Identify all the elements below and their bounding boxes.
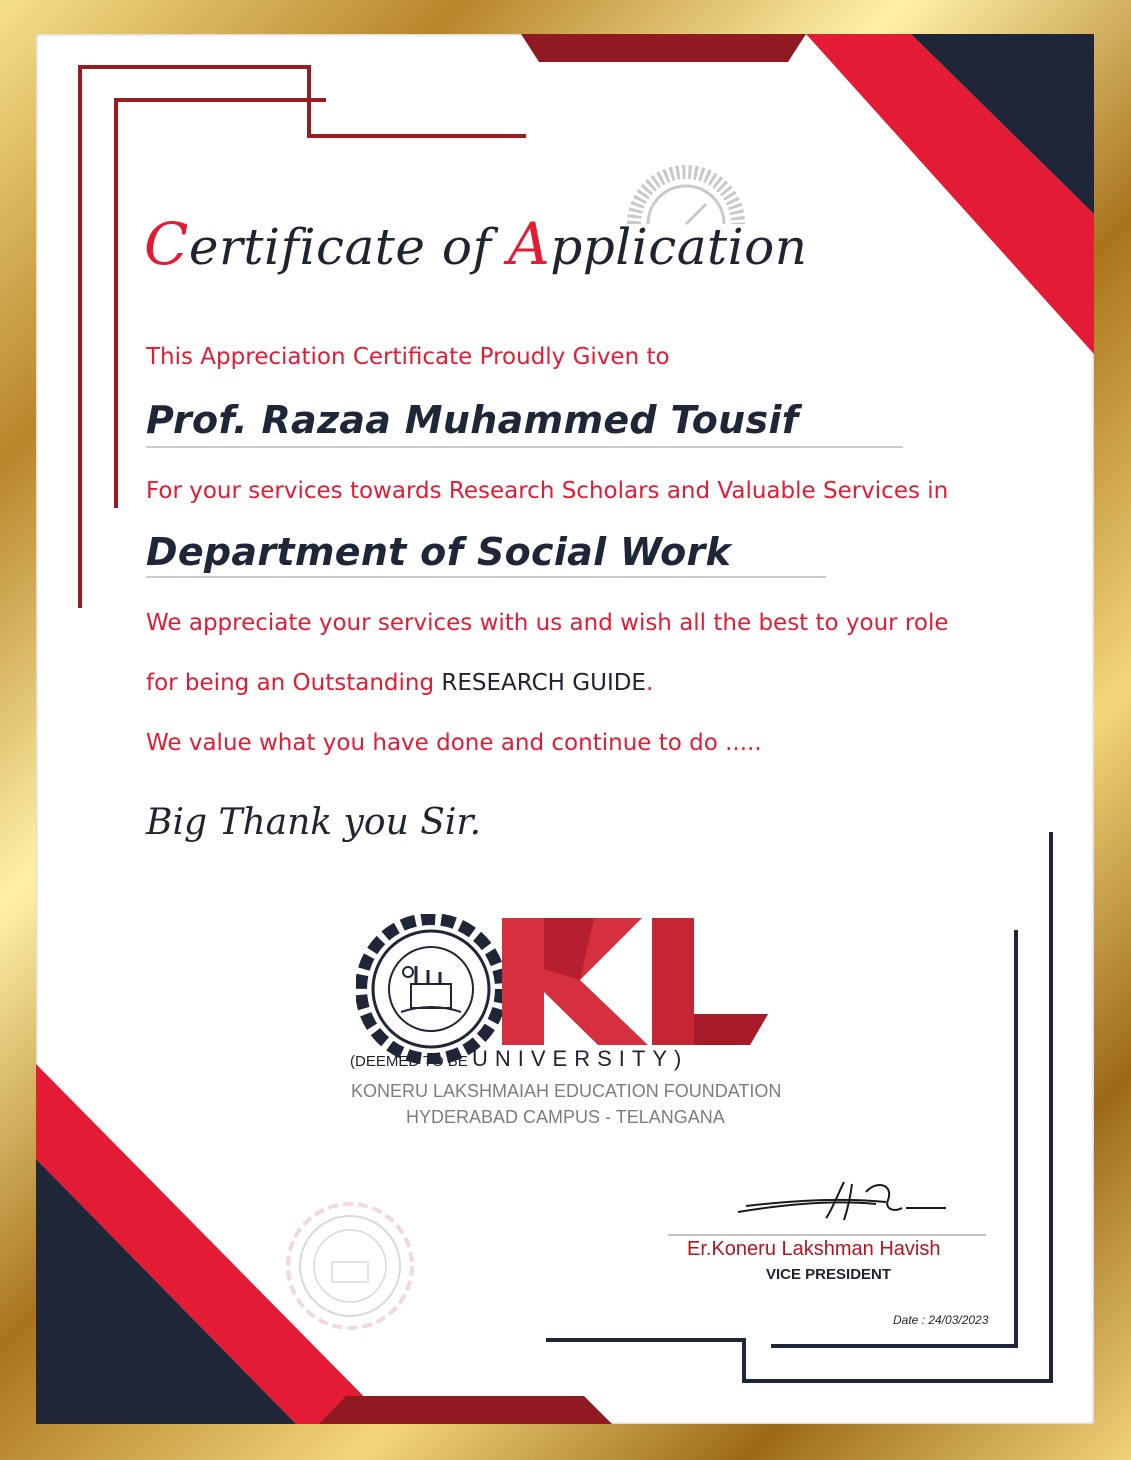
bottom-right-corner-line-inner [771,930,1016,1346]
certificate-date: Date : 24/03/2023 [893,1313,989,1327]
value-line: We value what you have done and continue to do ..... [146,730,762,756]
watermark-seal-icon [284,1200,416,1332]
appreciation-line-2 [146,670,653,696]
certificate-title [144,210,807,278]
campus-line: HYDERABAD CAMPUS - TELANGANA [406,1107,725,1127]
intro-line: This Appreciation Certificate Proudly Given to [146,344,670,370]
recipient-name: Prof. Razaa Muhammed Tousif [146,398,799,442]
services-line: For your services towards Research Scholars and Valuable Services in [146,478,949,504]
foundation-line: KONERU LAKSHMAIAH EDUCATION FOUNDATION [351,1081,782,1101]
title-second-letter: A [507,210,551,278]
appreciation-line-2-suffix: . [645,670,654,696]
university-text: UNIVERSITY) [471,1046,689,1071]
top-dark-red-bar [521,34,806,62]
title-part-1: ertificate of [188,218,508,276]
signatory-role: VICE PRESIDENT [766,1266,892,1283]
title-first-letter: C [144,210,189,278]
thanks-line: Big Thank you Sir. [146,802,482,843]
department-underline [146,576,826,578]
deemed-text: (DEEMED TO BE [350,1053,472,1070]
appreciation-role: RESEARCH GUIDE [441,670,646,696]
kl-logo-icon [502,914,772,1049]
certificate-paper [36,34,1094,1424]
deemed-university-line [350,1046,688,1072]
title-part-2: pplication [550,218,808,276]
top-left-corner-line-outer [80,67,526,608]
appreciation-line-1: We appreciate your services with us and wish all the best to your role [146,610,949,636]
university-seal-icon [356,914,506,1064]
signatory-name: Er.Koneru Lakshman Havish [687,1238,941,1260]
recipient-name-underline [146,446,903,448]
department-name: Department of Social Work [146,530,732,574]
bottom-dark-red-bar [319,1396,612,1424]
signature-icon [726,1174,956,1228]
appreciation-line-2-prefix: for being an Outstanding [146,670,442,696]
signature-line [668,1234,986,1236]
